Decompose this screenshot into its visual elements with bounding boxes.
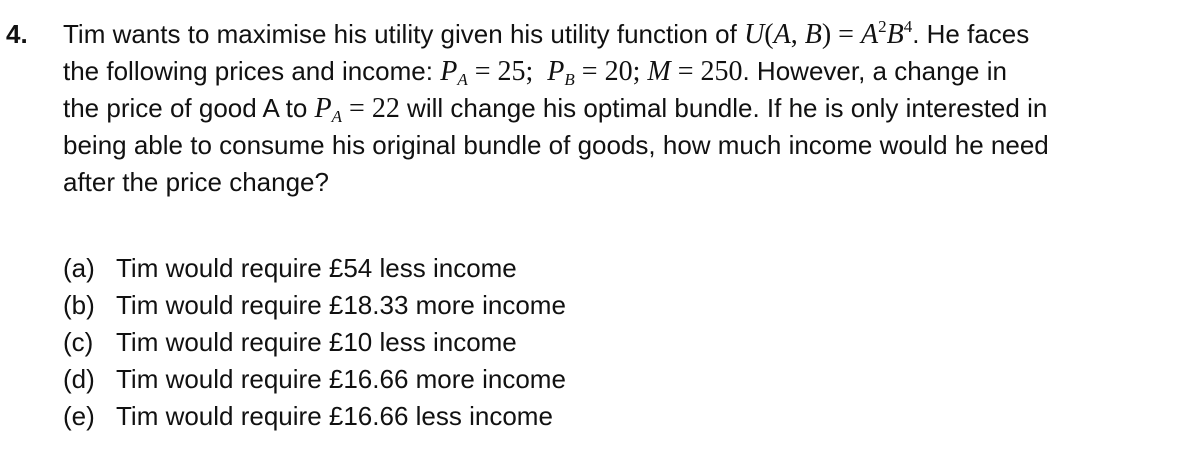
option-letter: (e) [63, 401, 95, 431]
option-b[interactable] [63, 287, 566, 324]
question-line-3: the price of good A to $P_A = 22$ will change his optimal bundle. If he is only interested in [63, 93, 1048, 126]
question-line-4: being able to consume his original bundle of goods, how much income would he need [63, 130, 1049, 160]
utility-function: U(A, $B) = A^2B^4$ [744, 17, 913, 50]
option-a[interactable] [63, 250, 566, 287]
question-line-1: Tim wants to maximise his utility given his utility function of U(A, $B) = A^2B^4$. He faces [63, 17, 1030, 50]
question-line-5: after the price change? [63, 167, 329, 197]
option-text: Tim would require £18.33 more income [116, 290, 566, 320]
prices-and-income: $P_A = 25$; $P_B = 20$; M = 250 [440, 56, 743, 89]
answer-options [63, 250, 566, 435]
option-letter: (b) [63, 290, 95, 320]
option-letter: (a) [63, 253, 95, 283]
new-price: $P_A = 22$ [314, 93, 400, 126]
option-text: Tim would require £16.66 less income [116, 401, 553, 431]
question-text [63, 16, 1183, 201]
option-letter: (d) [63, 364, 95, 394]
question-line-2: the following prices and income: $P_A = 25$; $P_B = 20$; M = 250. However, a change in [63, 56, 1007, 89]
option-text: Tim would require £10 less income [116, 327, 517, 357]
option-e[interactable] [63, 398, 566, 435]
option-text: Tim would require £54 less income [116, 253, 517, 283]
option-c[interactable] [63, 324, 566, 361]
option-d[interactable] [63, 361, 566, 398]
option-letter: (c) [63, 327, 94, 357]
option-text: Tim would require £16.66 more income [116, 364, 566, 394]
question-number: 4. [6, 19, 28, 49]
